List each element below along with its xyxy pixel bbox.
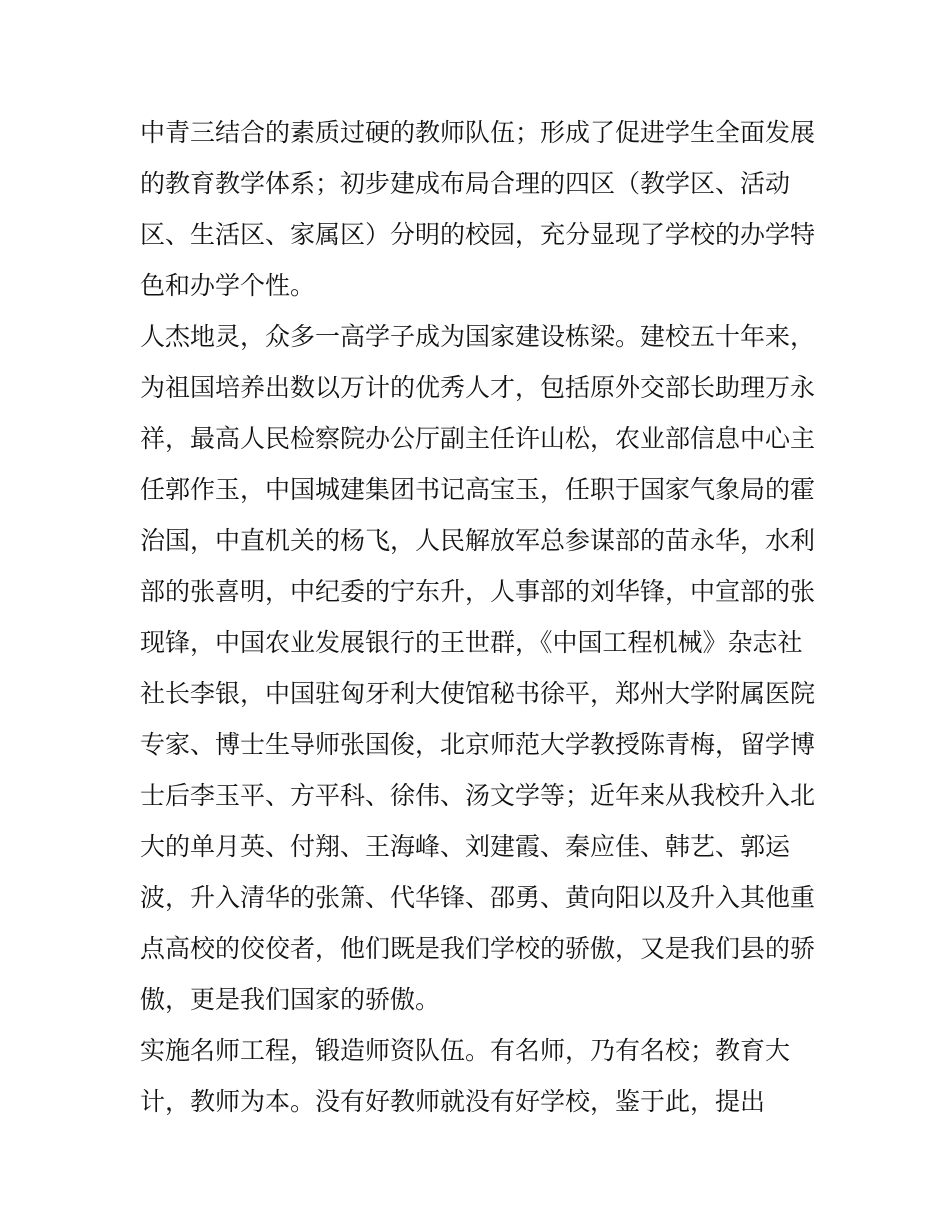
text-line: 任郭作玉，中国城建集团书记高宝玉，任职于国家气象局的霍: [140, 475, 816, 504]
text-line: 社长李银，中国驻匈牙利大使馆秘书徐平，郑州大学附属医院: [140, 679, 816, 708]
text-line: 士后李玉平、方平科、徐伟、汤文学等；近年来从我校升入北: [140, 781, 816, 810]
text-line: 人杰地灵，众多一高学子成为国家建设栋梁。建校五十年来，: [140, 322, 816, 351]
text-line: 傲，更是我们国家的骄傲。: [140, 985, 441, 1014]
text-line: 的教育教学体系；初步建成布局合理的四区（教学区、活动: [140, 169, 791, 198]
text-line: 大的单月英、付翔、王海峰、刘建霞、秦应佳、韩艺、郭运: [140, 832, 791, 861]
text-line: 祥，最高人民检察院办公厅副主任许山松，农业部信息中心主: [140, 424, 816, 453]
text-line: 区、生活区、家属区）分明的校园，充分显现了学校的办学特: [140, 220, 816, 249]
text-line: 现锋，中国农业发展银行的王世群，《中国工程机械》杂志社: [140, 628, 803, 657]
text-line: 点高校的佼佼者，他们既是我们学校的骄傲，又是我们县的骄: [140, 934, 816, 963]
text-line: 治国，中直机关的杨飞，人民解放军总参谋部的苗永华，水利: [140, 526, 816, 555]
text-line: 专家、博士生导师张国俊，北京师范大学教授陈青梅，留学博: [140, 730, 816, 759]
body-text: [140, 107, 830, 1127]
text-line: 波，升入清华的张箫、代华锋、邵勇、黄向阳以及升入其他重: [140, 883, 816, 912]
text-line: 色和办学个性。: [140, 271, 316, 300]
text-line: 为祖国培养出数以万计的优秀人才，包括原外交部长助理万永: [140, 373, 816, 402]
text-line: 计，教师为本。没有好教师就没有好学校，鉴于此，提出: [140, 1087, 766, 1116]
text-line: 中青三结合的素质过硬的教师队伍；形成了促进学生全面发展: [140, 118, 816, 147]
text-line: 实施名师工程，锻造师资队伍。有名师，乃有名校；教育大: [140, 1036, 791, 1065]
text-line: 部的张喜明，中纪委的宁东升，人事部的刘华锋，中宣部的张: [140, 577, 816, 606]
